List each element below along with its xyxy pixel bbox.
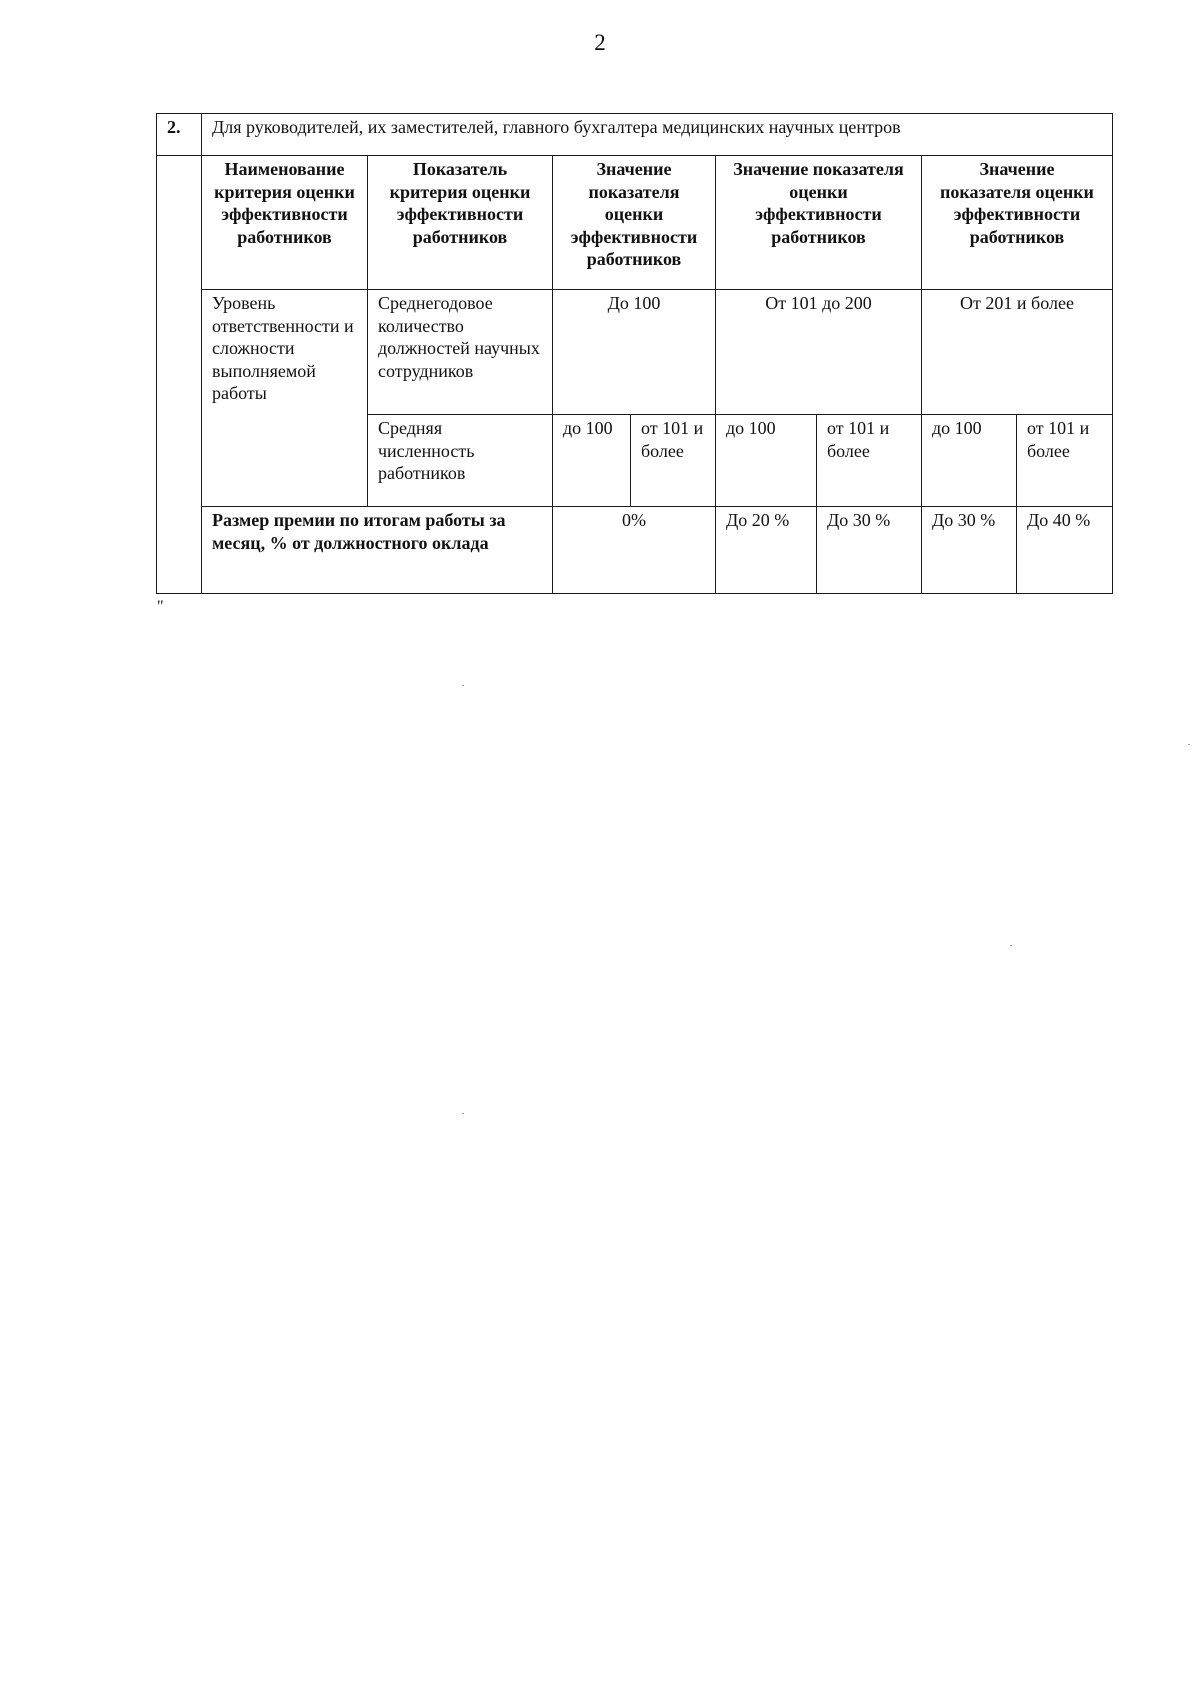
header-value-2: Значение показателя оценки эффективности работников bbox=[716, 156, 922, 290]
bonus-value-cell: До 30 % bbox=[817, 507, 922, 594]
staff-value-cell: до 100 bbox=[922, 415, 1017, 507]
section-title: Для руководителей, их заместителей, главного бухгалтера медицинских научных центров bbox=[202, 114, 1113, 156]
section-number: 2. bbox=[157, 114, 202, 156]
indicator-positions-label: Среднегодовое количество должностей научных сотрудников bbox=[368, 290, 553, 415]
bonus-criteria-table bbox=[156, 113, 1113, 594]
bonus-row bbox=[157, 507, 1113, 594]
indicator-staff-label: Средняя численность работников bbox=[368, 415, 553, 507]
positions-range-1: До 100 bbox=[553, 290, 716, 415]
bonus-value-cell: До 40 % bbox=[1017, 507, 1113, 594]
header-value-1: Значение показателя оценки эффективности работников bbox=[553, 156, 716, 290]
scan-speck bbox=[1188, 744, 1190, 745]
bonus-value-cell: До 20 % bbox=[716, 507, 817, 594]
staff-value-cell: до 100 bbox=[553, 415, 631, 507]
bonus-label: Размер премии по итогам работы за месяц, % от должностного оклада bbox=[202, 507, 553, 594]
bonus-value-cell: До 30 % bbox=[922, 507, 1017, 594]
staff-value-cell: от 101 и более bbox=[1017, 415, 1113, 507]
closing-quote-mark: " bbox=[157, 598, 164, 615]
scan-speck bbox=[462, 685, 464, 686]
header-value-3: Значение показателя оценки эффективности работников bbox=[922, 156, 1113, 290]
header-indicator: Показатель критерия оценки эффективности работников bbox=[368, 156, 553, 290]
header-row bbox=[157, 156, 1113, 290]
page-number: 2 bbox=[594, 30, 606, 55]
number-column-spacer bbox=[157, 156, 202, 594]
scan-speck bbox=[1010, 945, 1012, 946]
header-criterion: Наименование критерия оценки эффективности работников bbox=[202, 156, 368, 290]
staff-value-cell: до 100 bbox=[716, 415, 817, 507]
positions-row bbox=[157, 290, 1113, 415]
bonus-value-1: 0% bbox=[553, 507, 716, 594]
positions-range-3: От 201 и более bbox=[922, 290, 1113, 415]
staff-value-cell: от 101 и более bbox=[631, 415, 716, 507]
criterion-name: Уровень ответственности и сложности выполняемой работы bbox=[202, 290, 368, 507]
section-row bbox=[157, 114, 1113, 156]
staff-value-cell: от 101 и более bbox=[817, 415, 922, 507]
positions-range-2: От 101 до 200 bbox=[716, 290, 922, 415]
scan-speck bbox=[462, 1113, 464, 1114]
